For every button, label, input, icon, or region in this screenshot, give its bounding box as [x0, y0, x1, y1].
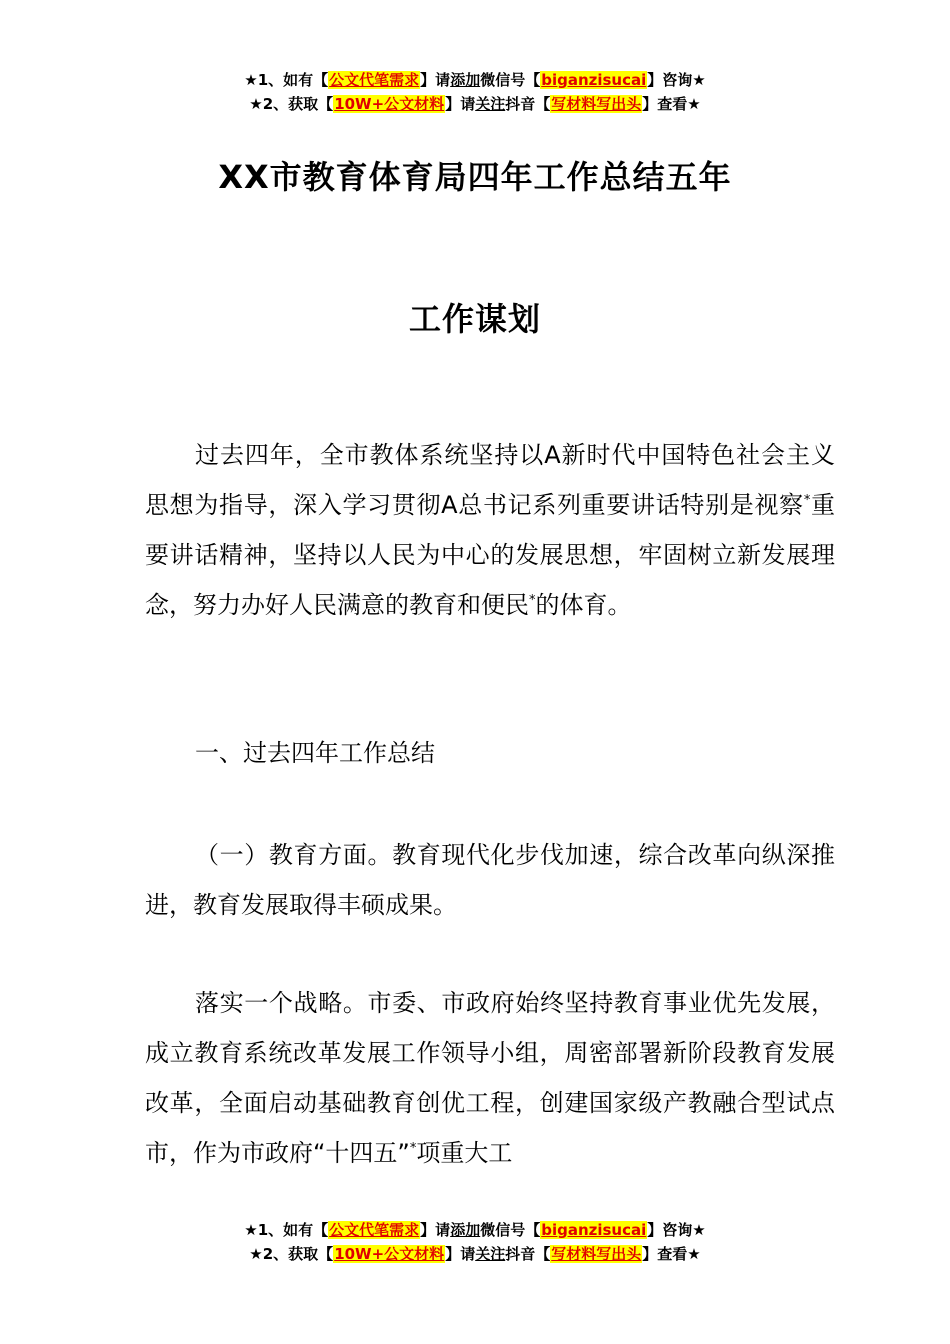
banner-line-1: [0, 1218, 950, 1242]
paragraph-text: 过去四年，全市教体系统坚持以A新时代中国特色社会主义思想为指导，深入学习贯彻A总书记系列重要讲话特别是视察: [145, 441, 835, 519]
underlined-text: 添加: [450, 71, 481, 89]
banner-text: ★2、获取【: [249, 1245, 334, 1263]
intro-paragraph: [145, 430, 835, 630]
asterisk-mark: *: [803, 493, 811, 508]
banner-text: 】咨询★: [647, 1221, 706, 1239]
paragraph-text: 重要讲话精神，坚持以人民为中心的发展思想，牢固树立新发展理念，努力办好人民满意的教育和便民: [145, 491, 835, 619]
banner-line-2: [0, 1242, 950, 1266]
paragraph-text: 的体育。: [535, 591, 632, 619]
banner-text: ★1、如有【: [244, 1221, 329, 1239]
underlined-text: 添加: [450, 1221, 481, 1239]
banner-text: 】请: [420, 71, 451, 89]
banner-text: 】咨询★: [647, 71, 706, 89]
highlight-wechat-id: biganzisucai: [541, 1221, 647, 1239]
banner-text: 抖音【: [505, 1245, 551, 1263]
banner-text: ★2、获取【: [249, 95, 334, 113]
page-title-line-2: 工作谋划: [408, 300, 541, 338]
banner-text: 微信号【: [480, 1221, 541, 1239]
banner-line-2: [0, 92, 950, 116]
top-banner: [0, 68, 950, 116]
highlight-service: 公文代笔需求: [329, 1221, 420, 1239]
banner-text: 抖音【: [505, 95, 551, 113]
banner-text: ★1、如有【: [244, 71, 329, 89]
banner-text: 微信号【: [480, 71, 541, 89]
strategy-paragraph: [145, 978, 835, 1178]
banner-line-1: [0, 68, 950, 92]
section-heading: 一、过去四年工作总结: [195, 739, 435, 767]
asterisk-mark: *: [409, 1141, 417, 1156]
banner-text: 】请: [445, 95, 476, 113]
paragraph-text: 落实一个战略。市委、市政府始终坚持教育事业优先发展，成立教育系统改革发展工作领导小组，周密部署新阶段教育发展改革，全面启动基础教育创优工程，创建国家级产教融合型试点市，作为市政府“十四五”: [145, 989, 835, 1167]
highlight-materials: 10W+公文材料: [334, 95, 445, 113]
paragraph-text: 项重大工: [416, 1139, 513, 1167]
banner-text: 】查看★: [642, 1245, 701, 1263]
highlight-douyin: 写材料写出头: [551, 95, 642, 113]
bottom-banner: [0, 1218, 950, 1266]
banner-text: 】请: [445, 1245, 476, 1263]
highlight-service: 公文代笔需求: [329, 71, 420, 89]
asterisk-mark: *: [529, 593, 536, 608]
underlined-text: 关注: [475, 95, 506, 113]
page-title-line-1: XX市教育体育局四年工作总结五年: [218, 158, 732, 196]
underlined-text: 关注: [475, 1245, 506, 1263]
banner-text: 】请: [420, 1221, 451, 1239]
highlight-wechat-id: biganzisucai: [541, 71, 647, 89]
banner-text: 】查看★: [642, 95, 701, 113]
highlight-materials: 10W+公文材料: [334, 1245, 445, 1263]
highlight-douyin: 写材料写出头: [551, 1245, 642, 1263]
education-paragraph: （一）教育方面。教育现代化步伐加速，综合改革向纵深推进，教育发展取得丰硕成果。: [145, 841, 835, 919]
